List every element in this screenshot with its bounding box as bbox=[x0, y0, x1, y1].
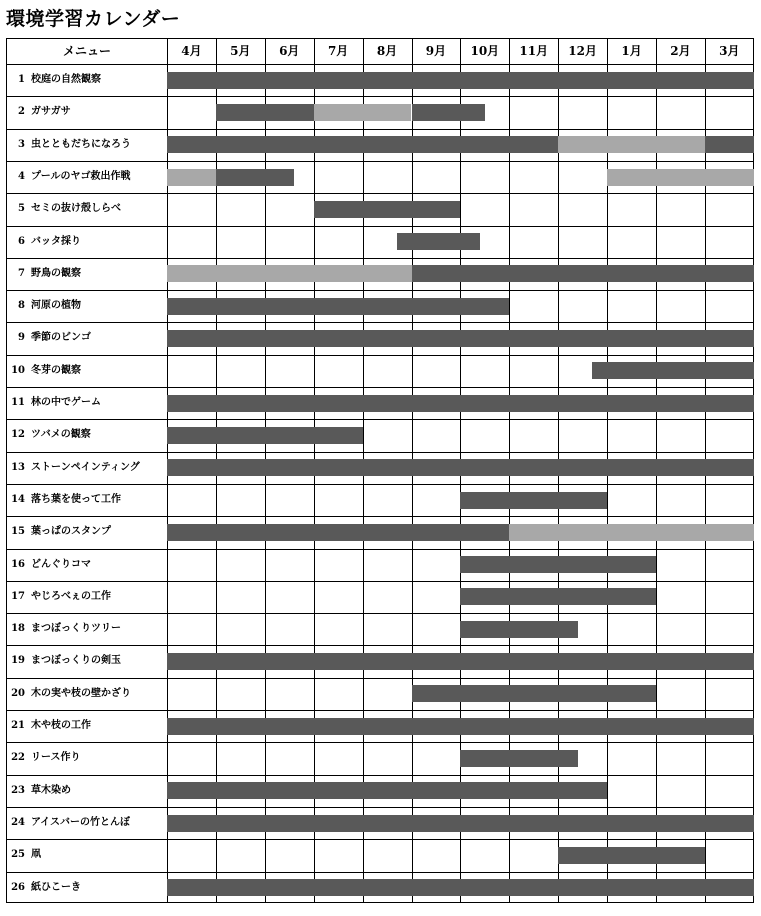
menu-row-label bbox=[7, 161, 167, 193]
calendar-grid bbox=[6, 38, 754, 903]
schedule-bar-dark bbox=[460, 588, 656, 605]
header-month-2: 5月 bbox=[230, 44, 251, 58]
header-menu-label: メニュー bbox=[62, 44, 111, 58]
schedule-bar-dark bbox=[412, 685, 657, 702]
menu-row-label bbox=[7, 645, 167, 677]
row-menu-name: ガサガサ bbox=[31, 106, 71, 118]
row-menu-name: 校庭の自然観察 bbox=[31, 74, 101, 85]
row-number: 22 bbox=[11, 752, 25, 764]
menu-row-label bbox=[7, 226, 167, 258]
menu-row-label bbox=[7, 64, 167, 96]
schedule-bar-dark bbox=[167, 298, 509, 315]
row-number: 7 bbox=[18, 267, 25, 279]
menu-row-label bbox=[7, 807, 167, 839]
menu-row-label bbox=[7, 258, 167, 290]
row-number: 14 bbox=[11, 493, 25, 505]
schedule-bar-dark bbox=[705, 136, 754, 153]
menu-row-label bbox=[7, 613, 167, 645]
row-menu-name: 季節のビンゴ bbox=[31, 332, 91, 344]
row-menu-name: プールのヤゴ救出作戦 bbox=[31, 170, 131, 182]
row-menu-name: まつぼっくりの剣玉 bbox=[31, 655, 121, 667]
menu-row-label bbox=[7, 484, 167, 516]
schedule-bar-dark bbox=[167, 427, 363, 444]
menu-row-label bbox=[7, 355, 167, 387]
schedule-bar-dark bbox=[412, 104, 485, 121]
row-number: 16 bbox=[11, 558, 25, 570]
header-month-5: 8月 bbox=[376, 44, 398, 58]
row-number: 1 bbox=[18, 74, 25, 85]
row-menu-name: 河原の植物 bbox=[31, 300, 81, 312]
row-number: 17 bbox=[11, 590, 25, 602]
row-menu-name: リース作り bbox=[31, 752, 81, 764]
schedule-bar-dark bbox=[460, 556, 656, 573]
schedule-bar-dark bbox=[314, 201, 461, 218]
menu-row-label bbox=[7, 581, 167, 613]
schedule-bar-dark bbox=[167, 718, 754, 735]
row-menu-name: どんぐりコマ bbox=[31, 558, 91, 570]
menu-row-label bbox=[7, 710, 167, 742]
header-month-1: 4月 bbox=[181, 44, 202, 58]
row-number: 6 bbox=[18, 235, 25, 247]
header-month-10: 1月 bbox=[621, 44, 642, 58]
header-month-4: 7月 bbox=[327, 44, 349, 58]
menu-row-label bbox=[7, 775, 167, 807]
row-menu-name: アイスバーの竹とんぼ bbox=[31, 816, 130, 828]
schedule-bar-dark bbox=[216, 169, 294, 186]
row-number: 11 bbox=[11, 397, 25, 408]
header-month-9: 12月 bbox=[568, 44, 597, 58]
row-menu-name: 野鳥の観察 bbox=[31, 267, 81, 279]
row-number: 21 bbox=[11, 720, 25, 731]
row-number: 18 bbox=[11, 623, 25, 635]
header-month-12: 3月 bbox=[719, 44, 740, 58]
row-menu-name: やじろべぇの工作 bbox=[31, 590, 111, 602]
row-menu-name: バッタ採り bbox=[31, 235, 81, 247]
schedule-bar-dark bbox=[216, 104, 314, 121]
menu-row-label bbox=[7, 678, 167, 710]
menu-row-label bbox=[7, 129, 167, 161]
row-number: 4 bbox=[18, 170, 25, 182]
schedule-bar-light bbox=[167, 265, 412, 282]
schedule-bar-dark bbox=[558, 847, 705, 864]
row-menu-name: 凧 bbox=[31, 849, 41, 861]
row-menu-name: 虫とともだちになろう bbox=[31, 138, 131, 150]
schedule-bar-dark bbox=[167, 330, 754, 347]
schedule-bar-dark bbox=[167, 72, 754, 89]
schedule-bar-light bbox=[607, 169, 754, 186]
row-menu-name: 木や枝の工作 bbox=[31, 720, 91, 731]
menu-row-label bbox=[7, 322, 167, 354]
row-number: 13 bbox=[11, 461, 25, 473]
menu-row-label bbox=[7, 872, 167, 904]
schedule-bar-dark bbox=[167, 879, 754, 896]
row-menu-name: 落ち葉を使って工作 bbox=[31, 493, 121, 505]
row-number: 3 bbox=[18, 138, 25, 150]
schedule-bar-light bbox=[558, 136, 705, 153]
schedule-bar-dark bbox=[460, 492, 607, 509]
row-menu-name: 草木染め bbox=[31, 784, 71, 796]
row-number: 25 bbox=[11, 849, 25, 861]
schedule-bar-light bbox=[509, 524, 754, 541]
header-month-11: 2月 bbox=[670, 44, 691, 58]
schedule-bar-light bbox=[314, 104, 412, 121]
schedule-bar-light bbox=[167, 169, 216, 186]
row-menu-name: まつぼっくりツリー bbox=[31, 623, 121, 635]
menu-row-label bbox=[7, 742, 167, 774]
menu-row-label bbox=[7, 193, 167, 225]
row-number: 9 bbox=[18, 332, 25, 344]
row-number: 20 bbox=[11, 687, 25, 699]
row-number: 15 bbox=[11, 526, 25, 538]
header-month-3: 6月 bbox=[279, 44, 300, 58]
row-menu-name: 木の実や枝の壁かざり bbox=[31, 687, 131, 699]
menu-row-label bbox=[7, 96, 167, 128]
schedule-bar-dark bbox=[460, 750, 577, 767]
menu-row-label bbox=[7, 290, 167, 322]
header-month-7: 10月 bbox=[470, 44, 500, 58]
page-title: 環境学習カレンダー bbox=[6, 8, 181, 30]
row-menu-name: 葉っぱのスタンプ bbox=[31, 526, 111, 538]
schedule-bar-dark bbox=[167, 653, 754, 670]
menu-row-label bbox=[7, 516, 167, 548]
schedule-bar-dark bbox=[167, 459, 754, 476]
schedule-bar-dark bbox=[167, 395, 754, 412]
schedule-bar-dark bbox=[167, 815, 754, 832]
schedule-bar-dark bbox=[592, 362, 753, 379]
menu-row-label bbox=[7, 419, 167, 451]
row-menu-name: 紙ひこーき bbox=[31, 881, 81, 893]
row-menu-name: 冬芽の観察 bbox=[31, 364, 81, 376]
row-number: 10 bbox=[11, 364, 25, 376]
header-month-6: 9月 bbox=[425, 44, 447, 58]
menu-row-label bbox=[7, 549, 167, 581]
row-number: 5 bbox=[18, 203, 25, 215]
row-menu-name: ストーンペインティング bbox=[31, 461, 140, 473]
row-number: 24 bbox=[11, 816, 25, 828]
row-menu-name: ツバメの観察 bbox=[31, 429, 91, 441]
row-number: 23 bbox=[11, 784, 25, 796]
row-number: 8 bbox=[18, 300, 25, 312]
menu-row-label bbox=[7, 839, 167, 871]
schedule-bar-dark bbox=[167, 782, 607, 799]
row-number: 26 bbox=[11, 881, 25, 893]
row-menu-name: 林の中でゲーム bbox=[31, 397, 101, 408]
row-number: 12 bbox=[11, 429, 25, 441]
menu-row-label bbox=[7, 387, 167, 419]
schedule-bar-dark bbox=[167, 524, 509, 541]
schedule-bar-dark bbox=[412, 265, 754, 282]
menu-row-label bbox=[7, 452, 167, 484]
row-menu-name: セミの抜け殻しらべ bbox=[31, 203, 121, 215]
schedule-bar-dark bbox=[460, 621, 577, 638]
row-number: 2 bbox=[18, 106, 25, 118]
schedule-bar-dark bbox=[397, 233, 480, 250]
schedule-bar-dark bbox=[167, 136, 558, 153]
row-number: 19 bbox=[11, 655, 25, 667]
header-month-8: 11月 bbox=[519, 44, 549, 58]
